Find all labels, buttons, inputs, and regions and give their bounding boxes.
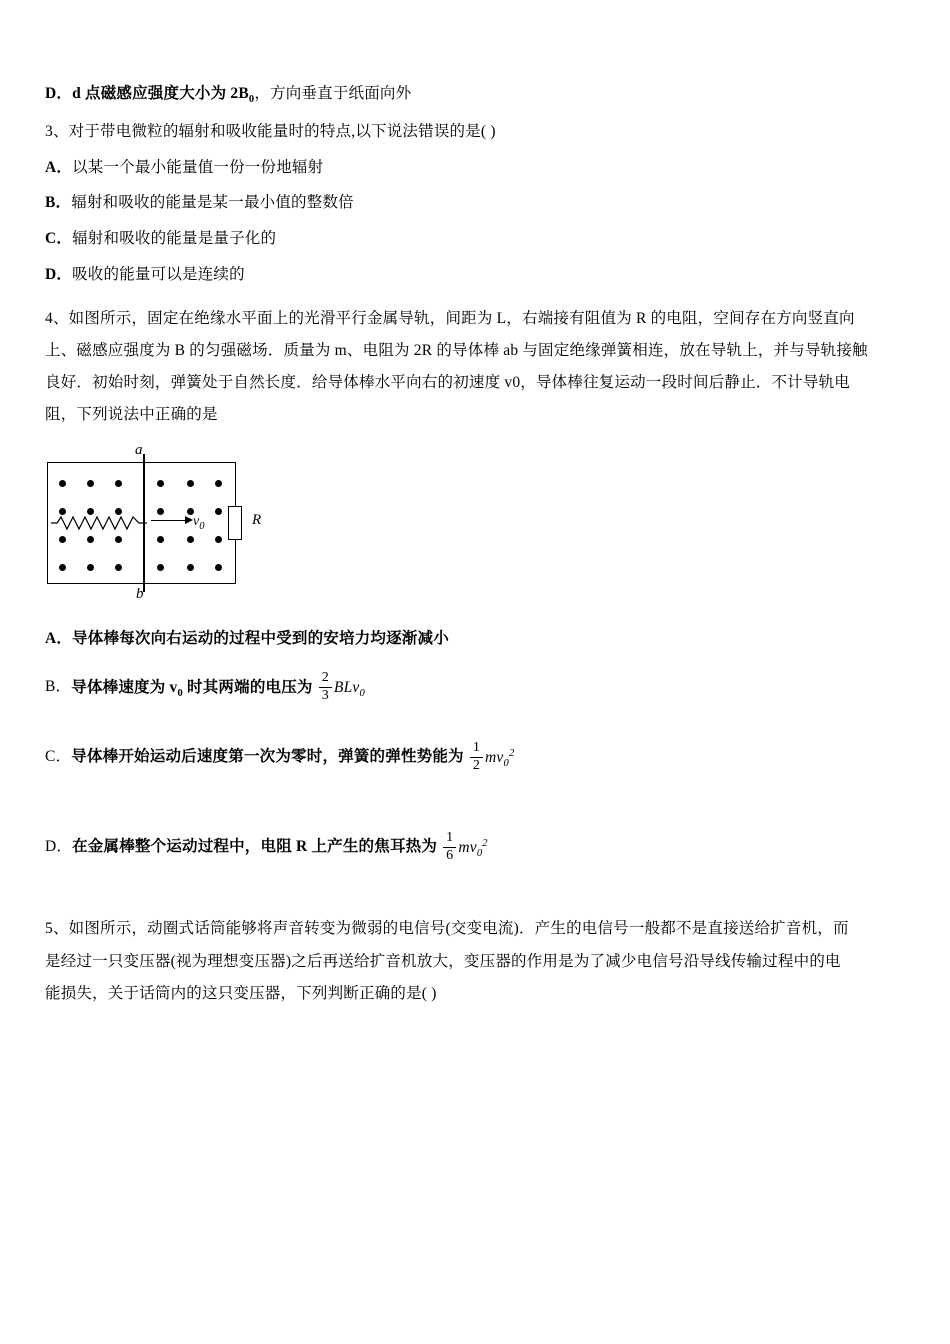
figure-top-rail	[47, 462, 236, 463]
q5-line2: 是经过一只变压器(视为理想变压器)之后再送给扩音机放大，变压器的作用是为了减少电信号沿导线传输过程中的电	[45, 952, 841, 970]
field-dot	[215, 480, 222, 487]
q4-option-a	[45, 627, 915, 652]
q5-line3: 能损失，关于话筒内的这只变压器，下列判断正确的是( )	[45, 984, 437, 1002]
q3-stem: 3、对于带电微粒的辐射和吸收能量时的特点,以下说法错误的是( )	[45, 122, 496, 140]
q4-option-c-label: C．	[45, 748, 72, 766]
q4-option-c	[45, 741, 915, 785]
q4-option-b-frac-num: 2	[321, 670, 329, 686]
q4-option-d-fraction	[443, 830, 456, 863]
figure-velocity-label	[193, 514, 204, 532]
q4-option-d-frac-den: 6	[443, 847, 456, 864]
q5-line1: 5、如图所示，动圈式话筒能够将声音转变为微弱的电信号(交变电流)．产生的电信号一般都不是直接送给扩音机，而	[45, 920, 849, 938]
q3-option-a-label: A．	[45, 158, 73, 176]
field-dot	[115, 564, 122, 571]
figure-spring	[51, 514, 147, 537]
field-dot	[187, 564, 194, 571]
field-dot	[157, 480, 164, 487]
q4-option-d	[45, 831, 915, 875]
field-dot	[87, 564, 94, 571]
q3-option-c	[45, 227, 915, 252]
q2-option-d	[45, 82, 915, 109]
field-dot	[115, 480, 122, 487]
document-content	[45, 82, 915, 1012]
q4-option-a-label: A．	[45, 629, 73, 647]
field-dot	[59, 536, 66, 543]
q4-option-b-after-sub: 0	[359, 687, 365, 699]
q4-option-c-text-before: 导体棒开始运动后速度第一次为零时，弹簧的弹性势能为	[71, 748, 468, 766]
q4-option-d-text-before: 在金属棒整个运动过程中，电阻 R 上产生的焦耳热为	[72, 838, 442, 856]
field-dot	[87, 536, 94, 543]
figure-velocity-label-v: v	[193, 513, 200, 529]
q4-option-b-sub: 0	[177, 687, 183, 699]
figure-resistor	[228, 506, 242, 540]
q3-option-a	[45, 156, 915, 181]
figure-resistor-label: R	[252, 511, 262, 528]
q4-option-a-text: 导体棒每次向右运动的过程中受到的安培力均逐渐减小	[72, 629, 449, 647]
field-dot	[187, 480, 194, 487]
field-dot	[87, 480, 94, 487]
q4-option-c-frac-den: 2	[470, 757, 483, 774]
q4-option-b-frac-den: 3	[319, 687, 332, 704]
q4-stem-line3: 良好．初始时刻，弹簧处于自然长度．给导体棒水平向右的初速度 v0，导体棒往复运动一段时间后静止．不计导轨电	[45, 374, 850, 392]
q3-option-d	[45, 263, 915, 288]
figure-velocity-arrow-head	[185, 516, 193, 524]
field-dot	[215, 508, 222, 515]
q4-option-c-fraction	[470, 740, 483, 773]
q4-option-d-text-after: mv	[458, 838, 477, 856]
field-dot	[157, 536, 164, 543]
q3-option-b-label: B．	[45, 194, 72, 212]
q4-option-b	[45, 671, 915, 711]
q4-option-d-label: D．	[45, 838, 73, 856]
figure-left-wall	[47, 462, 48, 584]
figure-velocity-arrow-line	[151, 520, 187, 521]
field-dot	[59, 564, 66, 571]
q4-option-b-text-before: 导体棒速度为 v	[71, 678, 178, 696]
q4-stem-line1: 4、如图所示，固定在绝缘水平面上的光滑平行金属导轨，间距为 L，右端接有阻值为 R 的电阻，空间存在方向竖直向	[45, 309, 855, 327]
field-dot	[157, 564, 164, 571]
q4-option-c-frac-num: 1	[472, 740, 481, 756]
q4-option-b-text-mid: 时其两端的电压为	[182, 678, 317, 696]
q4-option-c-text-after: mv	[485, 748, 504, 766]
q3-option-b-text: 辐射和吸收的能量是某一最小值的整数倍	[71, 194, 354, 212]
q2-option-d-sub: 0	[248, 94, 255, 106]
q2-option-d-label: D．	[45, 85, 73, 102]
q3-option-c-text: 辐射和吸收的能量是量子化的	[72, 230, 277, 248]
field-dot	[115, 536, 122, 543]
q4-stem-line4: 阻，下列说法中正确的是	[45, 406, 218, 424]
q3-option-c-label: C．	[45, 230, 73, 248]
q3-option-b	[45, 191, 915, 216]
field-dot	[59, 480, 66, 487]
q3-option-d-label: D．	[45, 266, 73, 284]
q4-option-d-frac-num: 1	[446, 830, 454, 846]
q4-option-b-label: B．	[45, 678, 72, 696]
q3-option-d-text: 吸收的能量可以是连续的	[72, 266, 245, 284]
q4-option-c-after-sub: 0	[503, 757, 509, 769]
field-dot	[187, 536, 194, 543]
q2-option-d-text-before: d 点磁感应强度大小为 2B	[72, 85, 249, 102]
q4-circuit-figure	[47, 441, 292, 603]
field-dot	[215, 564, 222, 571]
q4-stem-line2: 上、磁感应强度为 B 的匀强磁场．质量为 m、电阻为 2R 的导体棒 ab 与固定绝缘弹簧相连，放在导轨上，并与导轨接触	[45, 342, 868, 360]
q4-option-b-text-after: BLv	[333, 678, 360, 696]
q4-option-d-after-sup: 2	[482, 837, 488, 849]
figure-label-b: b	[136, 585, 144, 602]
figure-label-a: a	[135, 441, 143, 458]
q4-option-b-fraction	[319, 670, 332, 703]
figure-velocity-label-sub: 0	[199, 520, 205, 532]
q4-option-d-after-sub: 0	[476, 847, 483, 859]
q4-option-c-after-sup: 2	[508, 747, 515, 759]
field-dot	[215, 536, 222, 543]
q3-option-a-text: 以某一个最小能量值一份一份地辐射	[72, 158, 324, 176]
q2-option-d-text-after: ，方向垂直于纸面向外	[254, 85, 412, 102]
field-dot	[157, 508, 164, 515]
figure-bottom-rail	[47, 583, 236, 584]
